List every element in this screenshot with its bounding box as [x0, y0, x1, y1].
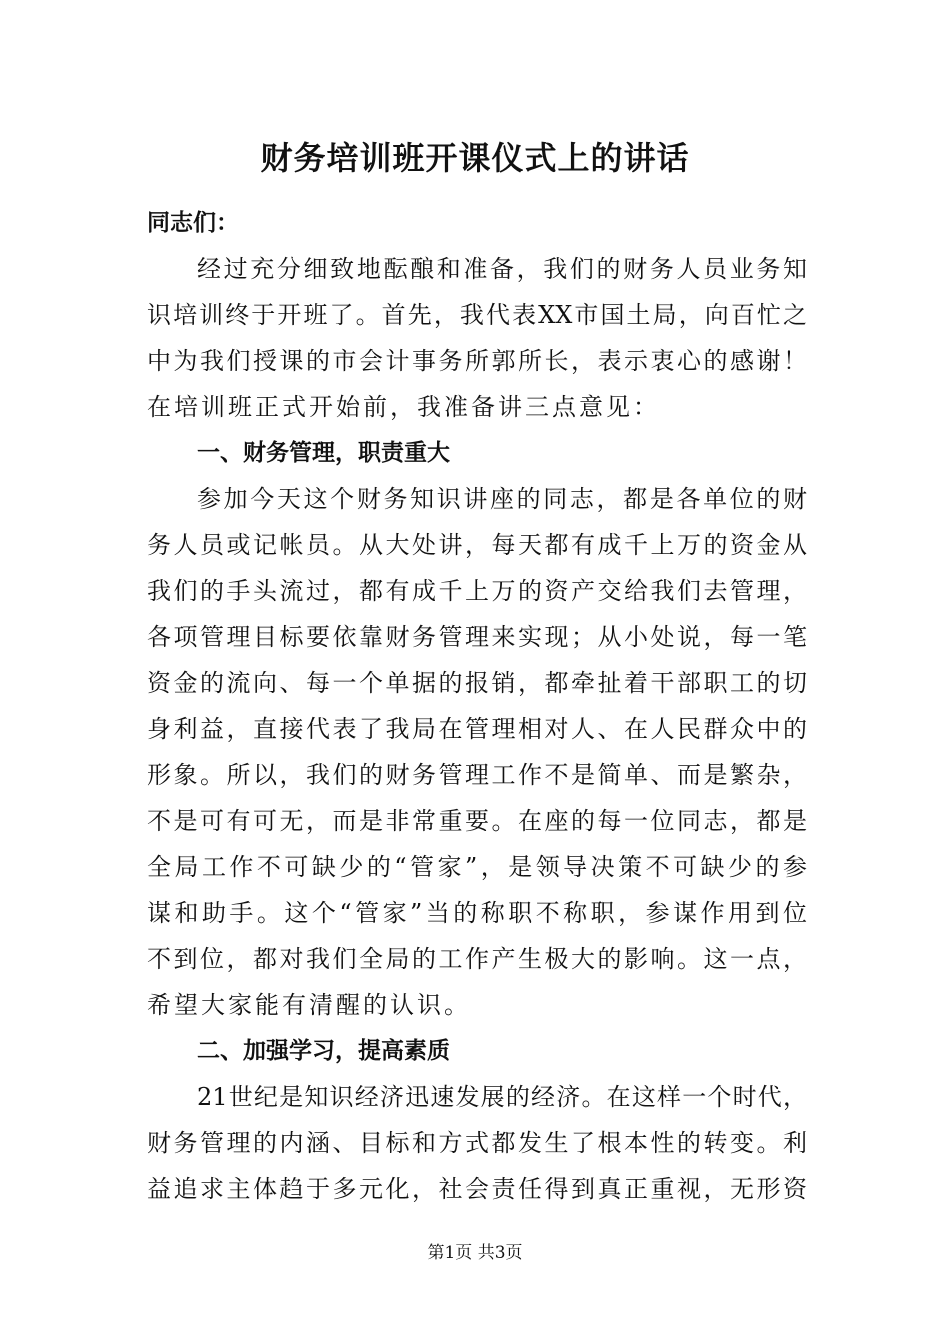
section-heading: 一、财务管理，职责重大	[197, 440, 450, 466]
paragraph-line: 不是可有可无，而是非常重要。在座的每一位同志，都是	[147, 807, 807, 835]
text-lines	[147, 246, 807, 1212]
paragraph-line: 各项管理目标要依靠财务管理来实现；从小处说，每一笔	[147, 623, 807, 651]
paragraph-line: 身利益，直接代表了我局在管理相对人、在人民群众中的	[147, 715, 807, 743]
paragraph-line: 希望大家能有清醒的认识。	[147, 991, 471, 1019]
page-footer: 第1页 共3页	[427, 1243, 523, 1263]
paragraph-line: 益追求主体趋于多元化，社会责任得到真正重视，无形资	[147, 1175, 807, 1203]
paragraph-line: 经过充分细致地酝酿和准备，我们的财务人员业务知	[197, 255, 807, 283]
paragraph-line: 财务管理的内涵、目标和方式都发生了根本性的转变。利	[147, 1129, 807, 1157]
paragraph-line: 21世纪是知识经济迅速发展的经济。在这样一个时代，	[197, 1083, 807, 1111]
section-heading: 二、加强学习，提高素质	[197, 1038, 450, 1064]
document-body	[147, 200, 807, 1212]
document-title: 财务培训班开课仪式上的讲话	[260, 139, 690, 177]
paragraph-line: 不到位，都对我们全局的工作产生极大的影响。这一点，	[147, 945, 807, 973]
paragraph-line: 谋和助手。这个“管家”当的称职不称职，参谋作用到位	[147, 899, 807, 927]
paragraph-line: 资金的流向、每一个单据的报销，都牵扯着干部职工的切	[147, 669, 807, 697]
paragraph-line: 务人员或记帐员。从大处讲，每天都有成千上万的资金从	[147, 531, 807, 559]
paragraph-line: 我们的手头流过，都有成千上万的资产交给我们去管理，	[147, 577, 807, 605]
paragraph-line: 参加今天这个财务知识讲座的同志，都是各单位的财	[197, 485, 807, 513]
paragraph-line: 全局工作不可缺少的“管家”，是领导决策不可缺少的参	[147, 853, 807, 881]
paragraph-line: 形象。所以，我们的财务管理工作不是简单、而是繁杂，	[147, 761, 807, 789]
paragraph-line: 中为我们授课的市会计事务所郭所长，表示衷心的感谢！	[147, 347, 807, 375]
salutation: 同志们：	[147, 210, 239, 236]
paragraph-line: 在培训班正式开始前，我准备讲三点意见：	[147, 393, 660, 421]
paragraph-line: 识培训终于开班了。首先，我代表XX市国土局，向百忙之	[147, 301, 807, 329]
